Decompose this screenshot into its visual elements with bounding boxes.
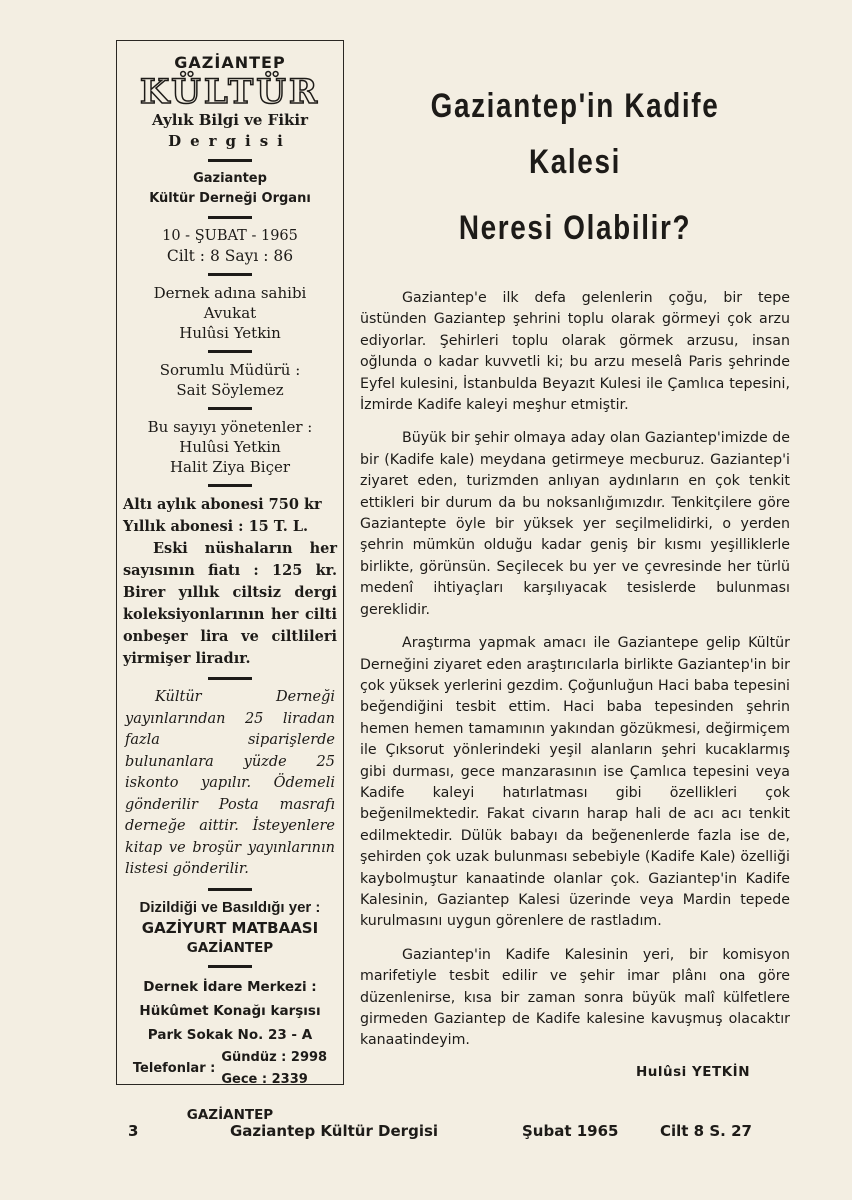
- issue-date: 10 - ŞUBAT - 1965: [162, 228, 298, 244]
- footer-volume: Cilt 8 S. 27: [660, 1122, 752, 1140]
- divider: [208, 159, 252, 162]
- manager-1: Hulûsi Yetkin: [179, 438, 281, 456]
- phones: [117, 1047, 343, 1091]
- phone-numbers: [221, 1047, 327, 1091]
- printer-label: Dizildiği ve Basıldığı yer :: [139, 898, 321, 916]
- price-line: Eski nüshaların her sayısının fiatı : 125 kr. Birer yıllık ciltsiz dergi koleksiyonlarının her cilti onbeşer lira ve ciltlileri yirmişer liradır.: [123, 540, 337, 667]
- divider: [208, 216, 252, 219]
- headline-line-2: Neresi Olabilir?: [458, 209, 692, 247]
- masthead-subtitle: Aylık Bilgi ve Fikir: [151, 111, 309, 129]
- phone-night: Gece : 2339: [221, 1071, 308, 1087]
- author-signature: Hulûsi YETKİN: [636, 1063, 750, 1080]
- masthead-box: [116, 40, 344, 1123]
- manager-2: Halit Ziya Biçer: [169, 458, 291, 476]
- managers-label: Bu sayıyı yönetenler :: [147, 418, 313, 436]
- article-paragraph: Araştırma yapmak amacı ile Gaziantepe gelip Kültür Derneğini ziyaret eden araştırıcılarla birlikte Gaziantep'in bir çok yüksek yerlerini gezdim. Çoğunluğun Haci baba tepesini beğendiğini tesbit ettim. Haci baba tepesinden şehrin hemen hemen tamamının yakından gözükmesi, değirmiçem ile Çıksorut yönlerindeki yeşil alanların şehri kucaklarmış gibi durması, gece manzarasının ise Çamlıca tepesini veya Kadife kaleyi hatırlatması gibi özellikleri çok beğenilmektedir. Fakat civarın harap hali de acı acı tenkit edilmektedir. Dülük babayı da beğenenlerde fazla ise de, şehirden çok uzak bulunması sebebiyle (Kadife Kale) özelliği kaybolmuştur kanaatinde olanlar çok. Gaziantep'in Kadife Kalesinin, Gaziantep Kalesi üzerinde veya Mardin tepede kurulmasını uygun görenlere de rastladım.: [360, 635, 790, 930]
- owner-title: Avukat: [203, 304, 257, 322]
- owner-label: Dernek adına sahibi: [153, 284, 307, 302]
- issue-volume: Cilt : 8 Sayı : 86: [166, 247, 294, 265]
- headline-line-1: Gaziantep'in Kadife Kalesi: [430, 87, 720, 181]
- page-number: 3: [128, 1122, 139, 1140]
- divider: [208, 273, 252, 276]
- article-body: [360, 288, 790, 1052]
- editor-name: Sait Söylemez: [176, 381, 284, 399]
- address-line-2: Park Sokak No. 23 - A: [147, 1026, 313, 1043]
- article: [360, 72, 790, 1080]
- order-notice: [117, 687, 343, 881]
- divider: [208, 484, 252, 487]
- article-paragraph: Büyük bir şehir olmaya aday olan Gaziantep'imizde de bir (Kadife kale) meydana getirmeye mecburuz. Gaziantep'i ziyaret eden, turizmden anlıyan aydınların en çok tenkit ettikleri bir durum da bu noksanlığımızdır. Tenkitçilere göre Gaziantepte öyle bir yüksek yer seçilmelidirki, o yerden şehrin mümkün olduğu kadar geniş bir kısmı yeşilliklerle birlikte, görünsün. Seçilecek bu yer ve çevresinde her türlü medenî ihtiyaçları karşılıyacak tesislerde bulunması gereklidir.: [360, 430, 790, 618]
- divider: [208, 888, 252, 891]
- notice-text: Kültür Derneği yayınlarından 25 liradan fazla siparişlerde bulunanlara yüzde 25 iskonto yapılır. Ödemeli gönderilir Posta masrafı derneğe aittir. İsteyenlere kitap ve broşür yayınlarının listesi gönderilir.: [125, 689, 335, 877]
- address-label: Dernek İdare Merkezi :: [143, 978, 317, 995]
- masthead-subtitle-2: Dergisi: [168, 132, 292, 150]
- price-line: Yıllık abonesi : 15 T. L.: [123, 518, 309, 535]
- footer-date: Şubat 1965: [522, 1122, 619, 1140]
- owner-name: Hulûsi Yetkin: [179, 324, 281, 342]
- organ-line-1: Gaziantep: [193, 171, 267, 186]
- printer-city: GAZİANTEP: [186, 939, 274, 956]
- phone-day: Gündüz : 2998: [221, 1049, 328, 1065]
- phone-label: Telefonlar :: [132, 1061, 216, 1076]
- divider: [208, 677, 252, 680]
- address-line-1: Hükûmet Konağı karşısı: [139, 1002, 321, 1019]
- masthead-city: GAZİANTEP: [174, 53, 286, 72]
- divider: [208, 965, 252, 968]
- masthead-title: KÜLTÜR: [139, 72, 321, 112]
- article-paragraph: Gaziantep'in Kadife Kalesinin yeri, bir komisyon marifetiyle tesbit edilir ve şehir imar plânı ona göre düzenlenirse, kısa bir zaman sonra büyük malî külfetlere girmeden Gaziantep de Kadife kalesine kavuşmuş olacaktır kanaatindeyim.: [360, 946, 790, 1049]
- article-paragraph: Gaziantep'e ilk defa gelenlerin çoğu, bir tepe üstünden Gaziantep şehrini toplu olarak görmeyi çok arzu ediyorlar. Şehirleri toplu olarak görmek arzusu, insan oğlunda o kadar kuvvetli ki; bu arzu meselâ Paris şehrinde Eyfel kulesini, İstanbulda Beyazıt Kulesi ile Çamlıca tepesini, İzmirde Kadife kaleyi meşhur etmiştir.: [360, 290, 790, 414]
- subscription-prices: [117, 494, 343, 670]
- bottom-city: GAZİANTEP: [186, 1106, 274, 1123]
- printer-name: GAZİYURT MATBAASI: [141, 918, 319, 937]
- footer-magazine: Gaziantep Kültür Dergisi: [230, 1122, 439, 1140]
- divider: [208, 407, 252, 410]
- organ-line-2: Kültür Derneği Organı: [149, 191, 311, 206]
- editor-label: Sorumlu Müdürü :: [159, 361, 301, 379]
- divider: [208, 350, 252, 353]
- price-line: Altı aylık abonesi 750 kr: [123, 496, 322, 513]
